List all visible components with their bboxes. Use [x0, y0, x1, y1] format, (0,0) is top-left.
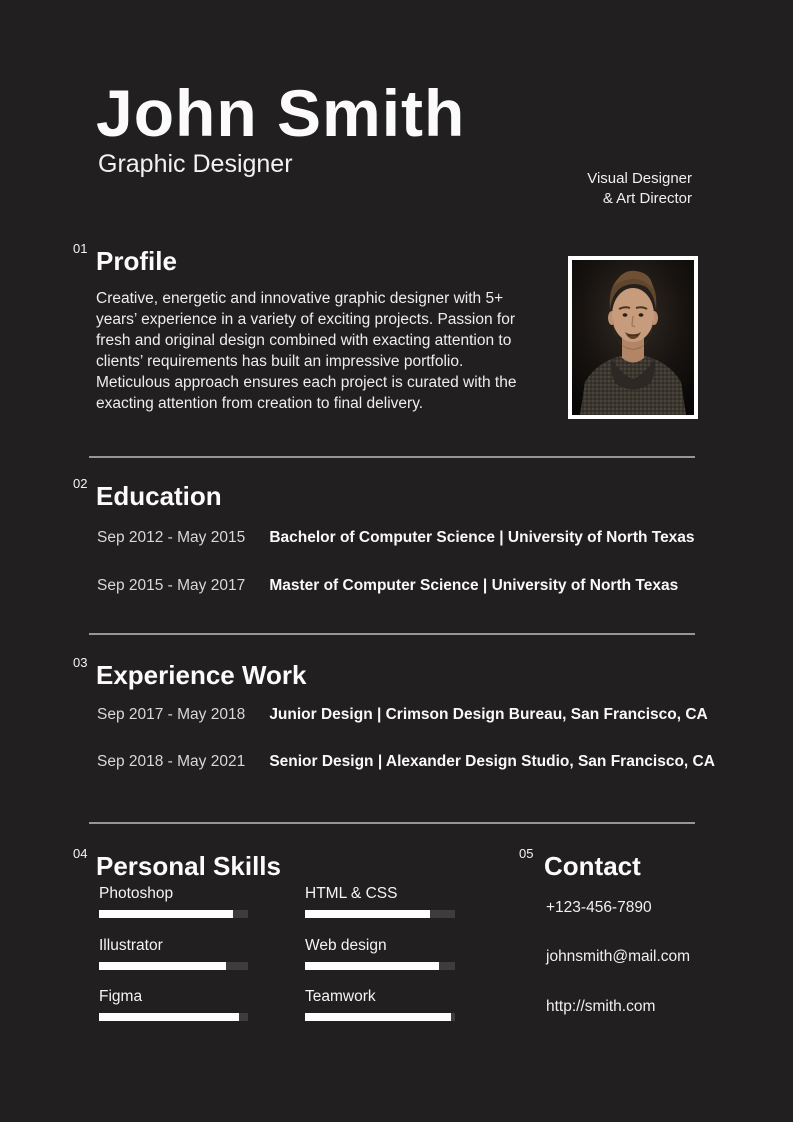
- skill-bar: [99, 1013, 248, 1021]
- skill-bar: [305, 910, 455, 918]
- experience-dates: Sep 2018 - May 2021: [97, 753, 246, 770]
- experience-position: Junior Design | Crimson Design Bureau, San Francisco, CA: [269, 706, 708, 723]
- education-row: [97, 577, 678, 595]
- skill-bar-fill: [99, 1013, 239, 1021]
- skill-bar-fill: [305, 962, 439, 970]
- skill-figma: [99, 987, 248, 1021]
- education-dates: Sep 2012 - May 2015: [97, 529, 246, 546]
- skill-html-css: [305, 884, 455, 918]
- skill-illustrator: [99, 936, 248, 970]
- skill-label: Illustrator: [99, 937, 163, 954]
- section-number-contact: 05: [519, 846, 534, 861]
- divider: [89, 456, 695, 458]
- tagline-line-2: & Art Director: [602, 190, 692, 207]
- skill-photoshop: [99, 884, 248, 918]
- person-role: Graphic Designer: [98, 150, 293, 178]
- skill-bar-fill: [305, 1013, 451, 1021]
- education-dates: Sep 2015 - May 2017: [97, 577, 246, 594]
- section-title-skills: Personal Skills: [96, 851, 281, 881]
- portrait-illustration: [572, 260, 694, 415]
- education-degree: Master of Computer Science | University of North Texas: [269, 577, 679, 594]
- section-number-education: 02: [73, 476, 88, 491]
- contact-website: http://smith.com: [546, 998, 656, 1015]
- experience-position: Senior Design | Alexander Design Studio, San Francisco, CA: [269, 753, 715, 770]
- profile-summary: Creative, energetic and innovative graphic designer with 5+ years’ experience in a variety of exciting projects. Passion for fresh and original design combined with exacting attention to clients’ requirements has built an impressive portfolio. Meticulous approach ensures each project is curated with the exacting attention from creation to final delivery.: [96, 290, 517, 412]
- skill-bar: [305, 1013, 455, 1021]
- experience-row: [97, 753, 715, 771]
- skill-web-design: [305, 936, 455, 970]
- skill-bar: [305, 962, 455, 970]
- skill-bar-fill: [305, 910, 430, 918]
- section-title-contact: Contact: [544, 851, 641, 881]
- section-number-profile: 01: [73, 241, 88, 256]
- divider: [89, 822, 695, 824]
- profile-photo: [568, 256, 698, 419]
- skill-label: HTML & CSS: [305, 885, 398, 902]
- contact-email: johnsmith@mail.com: [546, 948, 691, 965]
- section-title-profile: Profile: [96, 246, 177, 276]
- person-name: John Smith: [96, 76, 466, 150]
- skill-label: Photoshop: [99, 885, 174, 902]
- divider: [89, 633, 695, 635]
- education-row: [97, 529, 695, 547]
- education-degree: Bachelor of Computer Science | University of North Texas: [269, 529, 695, 546]
- skill-label: Teamwork: [305, 988, 376, 1005]
- section-title-experience: Experience Work: [96, 660, 307, 690]
- tagline-line-1: Visual Designer: [587, 170, 692, 187]
- skill-bar: [99, 962, 248, 970]
- section-number-skills: 04: [73, 846, 88, 861]
- experience-dates: Sep 2017 - May 2018: [97, 706, 246, 723]
- skill-label: Figma: [99, 988, 143, 1005]
- section-number-experience: 03: [73, 655, 88, 670]
- skill-bar-fill: [99, 910, 233, 918]
- skill-bar-fill: [99, 962, 226, 970]
- contact-phone: +123-456-7890: [546, 899, 652, 916]
- skill-teamwork: [305, 987, 455, 1021]
- header-tagline: [587, 169, 692, 209]
- section-title-education: Education: [96, 481, 222, 511]
- skill-bar: [99, 910, 248, 918]
- experience-row: [97, 706, 708, 724]
- skill-label: Web design: [305, 937, 387, 954]
